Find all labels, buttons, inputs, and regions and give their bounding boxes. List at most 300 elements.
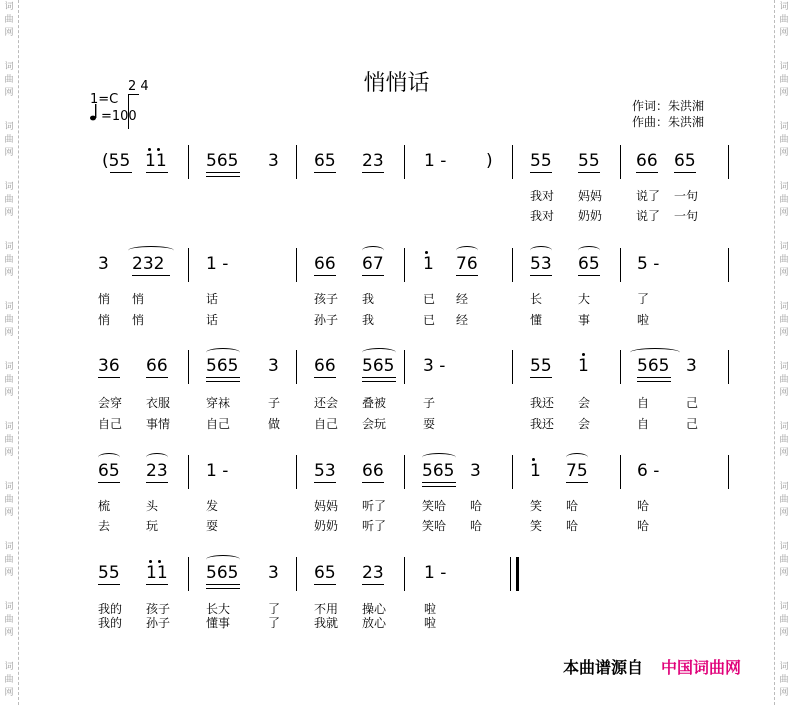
- lyricist-credit: 作词：朱洪湘: [632, 99, 705, 113]
- lyric-verse-2: 事: [578, 313, 591, 327]
- watermark-char: 曲: [4, 135, 14, 145]
- slur-arc: [206, 555, 240, 564]
- watermark-char: 网: [4, 628, 14, 638]
- watermark-char: 曲: [779, 15, 789, 25]
- watermark-char: 曲: [779, 555, 789, 565]
- source-site: 中国词曲网: [661, 658, 742, 677]
- lyric-verse-1: 会: [578, 396, 591, 410]
- barline: [296, 557, 297, 591]
- lyric-verse-1: 子: [268, 396, 281, 410]
- note-group: 1 -: [424, 563, 447, 583]
- beam-underline: [314, 275, 336, 276]
- watermark-char: 网: [779, 388, 789, 398]
- lyric-verse-1: 长大: [206, 602, 231, 616]
- lyric-verse-1: 了: [637, 292, 650, 306]
- note-group: 1 -: [424, 151, 447, 171]
- lyric-verse-2: 一句: [674, 209, 699, 223]
- octave-dot: [532, 458, 535, 461]
- note-group: 565: [206, 563, 239, 583]
- beam-underline: [206, 584, 240, 585]
- note-group: 232: [132, 254, 165, 274]
- octave-dot: [148, 148, 151, 151]
- watermark-char: 网: [779, 688, 789, 698]
- note-group: 23: [362, 151, 384, 171]
- note-group: 1: [423, 254, 434, 274]
- watermark-char: 词: [779, 122, 789, 132]
- watermark-char: 词: [779, 482, 789, 492]
- beam-underline: [362, 381, 396, 382]
- lyric-verse-2: 孙子: [146, 616, 171, 630]
- note-group: 565: [422, 461, 455, 481]
- lyric-verse-2: 我的: [98, 616, 123, 630]
- lyric-verse-2: 笑: [530, 519, 543, 533]
- octave-dot: [582, 353, 585, 356]
- lyric-verse-2: 我对: [530, 209, 555, 223]
- note-group: 53: [530, 254, 552, 274]
- final-barline: [510, 557, 519, 591]
- song-title: 悄悄话: [363, 71, 430, 96]
- watermark-char: 曲: [4, 15, 14, 25]
- watermark-char: 曲: [779, 195, 789, 205]
- note-group: 1: [578, 356, 589, 376]
- lyric-verse-1: 话: [206, 292, 219, 306]
- lyric-verse-2: 我: [362, 313, 375, 327]
- watermark-char: 网: [779, 148, 789, 158]
- lyric-verse-1: 我对: [530, 189, 555, 203]
- note-group: 65: [314, 151, 336, 171]
- beam-underline: [132, 275, 170, 276]
- lyric-verse-1: 哈: [637, 499, 650, 513]
- beam-underline: [422, 482, 456, 483]
- note-group: 3: [686, 356, 697, 376]
- note-group: 1 -: [206, 254, 229, 274]
- barline: [188, 248, 189, 282]
- beam-underline: [362, 377, 396, 378]
- lyric-verse-2: 自己: [314, 417, 339, 431]
- beam-underline: [314, 584, 336, 585]
- beam-underline: [636, 172, 658, 173]
- watermark-char: 曲: [4, 255, 14, 265]
- lyric-verse-2: 哈: [566, 519, 579, 533]
- watermark-char: 网: [779, 508, 789, 518]
- watermark-char: 曲: [779, 435, 789, 445]
- note-group: 66: [314, 254, 336, 274]
- watermark-char: 词: [4, 122, 14, 132]
- lyric-verse-1: 悄: [98, 292, 111, 306]
- time-signature-top: 2: [128, 79, 137, 94]
- lyric-verse-2: 做: [268, 417, 281, 431]
- barline: [296, 248, 297, 282]
- barline: [620, 350, 621, 384]
- note-group: 65: [674, 151, 696, 171]
- note-group: ): [486, 151, 493, 171]
- octave-dot: [158, 560, 161, 563]
- beam-underline: [98, 584, 120, 585]
- barline: [296, 455, 297, 489]
- watermark-char: 曲: [4, 195, 14, 205]
- watermark-char: 曲: [4, 75, 14, 85]
- beam-underline: [98, 377, 120, 378]
- lyric-verse-2: 经: [456, 313, 469, 327]
- tempo-marking: =100: [101, 109, 137, 124]
- lyric-verse-2: 耍: [206, 519, 219, 533]
- lyric-verse-2: 说了: [636, 209, 661, 223]
- lyric-verse-2: 懂: [530, 313, 543, 327]
- lyric-verse-2: 耍: [423, 417, 436, 431]
- barline: [404, 350, 405, 384]
- lyric-verse-2: 玩: [146, 519, 159, 533]
- watermark-char: 曲: [4, 615, 14, 625]
- beam-underline: [637, 377, 671, 378]
- note-group: 1: [530, 461, 541, 481]
- note-group: 6 -: [637, 461, 660, 481]
- watermark-char: 词: [779, 362, 789, 372]
- lyric-verse-1: 我: [362, 292, 375, 306]
- watermark-char: 网: [779, 268, 789, 278]
- watermark-char: 网: [4, 268, 14, 278]
- lyric-verse-2: 我就: [314, 616, 339, 630]
- lyric-verse-1: 哈: [470, 499, 483, 513]
- barline: [728, 145, 729, 179]
- barline: [512, 145, 513, 179]
- beam-underline: [206, 172, 240, 173]
- lyric-verse-2: 啦: [637, 313, 650, 327]
- watermark-char: 词: [779, 602, 789, 612]
- lyric-verse-1: 说了: [636, 189, 661, 203]
- lyric-verse-1: 哈: [566, 499, 579, 513]
- lyric-verse-2: 悄: [132, 313, 145, 327]
- watermark-char: 网: [779, 28, 789, 38]
- lyric-verse-2: 哈: [637, 519, 650, 533]
- watermark-char: 曲: [779, 135, 789, 145]
- note-group: 55: [530, 151, 552, 171]
- lyric-verse-2: 笑哈: [422, 519, 447, 533]
- lyric-verse-1: 大: [578, 292, 591, 306]
- barline: [512, 455, 513, 489]
- lyric-verse-1: 孩子: [146, 602, 171, 616]
- lyric-verse-2: 悄: [98, 313, 111, 327]
- watermark-char: 网: [4, 568, 14, 578]
- watermark-char: 词: [779, 2, 789, 12]
- slur-arc: [630, 348, 680, 357]
- note-group: 65: [578, 254, 600, 274]
- watermark-char: 曲: [779, 375, 789, 385]
- barline: [728, 350, 729, 384]
- note-group: 55: [530, 356, 552, 376]
- watermark-char: 词: [779, 242, 789, 252]
- note-group: 3: [268, 151, 279, 171]
- beam-underline: [637, 381, 671, 382]
- watermark-char: 词: [779, 542, 789, 552]
- watermark-char: 词: [4, 422, 14, 432]
- slur-arc: [362, 246, 384, 255]
- note-group: 565: [637, 356, 670, 376]
- note-group: 36: [98, 356, 120, 376]
- lyric-verse-2: 会: [578, 417, 591, 431]
- lyric-verse-2: 放心: [362, 616, 387, 630]
- note-group: 66: [314, 356, 336, 376]
- watermark-char: 网: [4, 88, 14, 98]
- lyric-verse-1: 叠被: [362, 396, 387, 410]
- watermark-char: 词: [779, 302, 789, 312]
- lyric-verse-2: 听了: [362, 519, 387, 533]
- slur-arc: [98, 453, 120, 462]
- watermark-char: 词: [4, 182, 14, 192]
- lyric-verse-1: 衣服: [146, 396, 171, 410]
- watermark-char: 词: [779, 662, 789, 672]
- beam-underline: [110, 172, 132, 173]
- lyric-verse-2: 奶奶: [578, 209, 603, 223]
- watermark-char: 网: [779, 628, 789, 638]
- beam-underline: [674, 172, 696, 173]
- watermark-char: 网: [779, 328, 789, 338]
- beam-underline: [530, 377, 552, 378]
- beam-underline: [362, 482, 384, 483]
- quarter-note-icon: [90, 103, 98, 121]
- barline: [404, 455, 405, 489]
- octave-dot: [149, 560, 152, 563]
- beam-underline: [98, 482, 120, 483]
- barline: [296, 350, 297, 384]
- note-group: 55: [98, 563, 120, 583]
- note-group: 66: [636, 151, 658, 171]
- watermark-char: 网: [4, 208, 14, 218]
- note-group: 3 -: [423, 356, 446, 376]
- watermark-char: 曲: [779, 75, 789, 85]
- key-signature: 1=C: [90, 92, 119, 107]
- lyric-verse-2: 去: [98, 519, 111, 533]
- note-group: 55: [578, 151, 600, 171]
- watermark-char: 网: [4, 688, 14, 698]
- watermark-char: 词: [4, 662, 14, 672]
- watermark-char: 网: [779, 448, 789, 458]
- beam-underline: [146, 584, 168, 585]
- lyric-verse-1: 子: [423, 396, 436, 410]
- beam-underline: [206, 381, 240, 382]
- barline: [620, 248, 621, 282]
- barline: [188, 557, 189, 591]
- source-text: 本曲谱源自: [563, 658, 644, 677]
- beam-underline: [566, 482, 588, 483]
- watermark-char: 词: [4, 2, 14, 12]
- beam-underline: [456, 275, 478, 276]
- lyric-verse-1: 我还: [530, 396, 555, 410]
- barline: [188, 350, 189, 384]
- slur-arc: [456, 246, 478, 255]
- watermark-char: 网: [4, 28, 14, 38]
- note-group: 76: [456, 254, 478, 274]
- lyric-verse-1: 经: [456, 292, 469, 306]
- beam-underline: [530, 172, 552, 173]
- slur-arc: [422, 453, 456, 462]
- lyric-verse-1: 妈妈: [578, 189, 603, 203]
- lyric-verse-1: 笑: [530, 499, 543, 513]
- barline: [512, 248, 513, 282]
- octave-dot: [157, 148, 160, 151]
- lyric-verse-1: 一句: [674, 189, 699, 203]
- watermark-char: 词: [4, 482, 14, 492]
- left-watermark-strip: [0, 0, 19, 705]
- note-group: 565: [206, 151, 239, 171]
- barline: [404, 248, 405, 282]
- watermark-char: 曲: [4, 315, 14, 325]
- source-footer: [563, 655, 741, 678]
- note-group: 565: [206, 356, 239, 376]
- note-group: 23: [146, 461, 168, 481]
- barline: [188, 145, 189, 179]
- beam-underline: [362, 275, 384, 276]
- watermark-char: 曲: [779, 675, 789, 685]
- beam-underline: [206, 588, 240, 589]
- watermark-char: 词: [4, 302, 14, 312]
- watermark-char: 曲: [779, 255, 789, 265]
- time-signature: [128, 80, 149, 94]
- note-group: 53: [314, 461, 336, 481]
- watermark-char: 词: [779, 62, 789, 72]
- lyric-verse-1: 不用: [314, 602, 339, 616]
- slur-arc: [146, 453, 168, 462]
- barline: [512, 350, 513, 384]
- note-group: 1 -: [206, 461, 229, 481]
- lyric-verse-2: 已: [423, 313, 436, 327]
- note-group: 75: [566, 461, 588, 481]
- barline: [620, 145, 621, 179]
- lyric-verse-1: 自: [637, 396, 650, 410]
- barline: [296, 145, 297, 179]
- lyric-verse-1: 己: [686, 396, 699, 410]
- lyric-verse-1: 孩子: [314, 292, 339, 306]
- lyric-verse-1: 已: [423, 292, 436, 306]
- lyric-verse-2: 懂事: [206, 616, 231, 630]
- lyric-verse-1: 听了: [362, 499, 387, 513]
- beam-underline: [530, 275, 552, 276]
- lyric-verse-1: 我的: [98, 602, 123, 616]
- watermark-char: 曲: [4, 495, 14, 505]
- watermark-char: 词: [4, 362, 14, 372]
- lyric-verse-1: 悄: [132, 292, 145, 306]
- lyric-verse-1: 还会: [314, 396, 339, 410]
- beam-underline: [362, 172, 384, 173]
- slur-arc: [578, 246, 600, 255]
- watermark-char: 曲: [779, 315, 789, 325]
- right-watermark-strip: [774, 0, 793, 705]
- lyric-verse-1: 发: [206, 499, 219, 513]
- lyric-verse-1: 头: [146, 499, 159, 513]
- lyric-verse-2: 话: [206, 313, 219, 327]
- lyric-verse-1: 妈妈: [314, 499, 339, 513]
- note-group: 66: [146, 356, 168, 376]
- note-group: 65: [98, 461, 120, 481]
- note-group: 3: [268, 356, 279, 376]
- watermark-char: 网: [4, 448, 14, 458]
- lyric-verse-2: 奶奶: [314, 519, 339, 533]
- beam-underline: [578, 172, 600, 173]
- beam-underline: [146, 377, 168, 378]
- watermark-char: 网: [4, 148, 14, 158]
- watermark-char: 词: [779, 182, 789, 192]
- lyric-verse-1: 梳: [98, 499, 111, 513]
- watermark-char: 网: [4, 508, 14, 518]
- lyric-verse-2: 哈: [470, 519, 483, 533]
- barline: [404, 145, 405, 179]
- slur-arc: [566, 453, 588, 462]
- barline: [620, 455, 621, 489]
- time-signature-bottom: 4: [140, 79, 149, 94]
- lyric-verse-1: 操心: [362, 602, 387, 616]
- note-group: 5 -: [637, 254, 660, 274]
- lyric-verse-2: 孙子: [314, 313, 339, 327]
- lyric-verse-2: 啦: [424, 616, 437, 630]
- watermark-char: 网: [779, 568, 789, 578]
- watermark-char: 网: [4, 388, 14, 398]
- note-group: 3: [268, 563, 279, 583]
- lyric-verse-2: 自己: [98, 417, 123, 431]
- beam-underline: [146, 172, 168, 173]
- beam-underline: [314, 482, 336, 483]
- lyric-verse-1: 长: [530, 292, 543, 306]
- watermark-char: 网: [779, 88, 789, 98]
- lyric-verse-1: 笑哈: [422, 499, 447, 513]
- note-group: 11: [145, 151, 167, 171]
- barline: [728, 248, 729, 282]
- barline: [188, 455, 189, 489]
- lyric-verse-2: 我还: [530, 417, 555, 431]
- note-group: 3: [470, 461, 481, 481]
- watermark-char: 词: [4, 242, 14, 252]
- lyric-verse-2: 自: [637, 417, 650, 431]
- beam-underline: [578, 275, 600, 276]
- slur-arc: [128, 246, 174, 255]
- slur-arc: [362, 348, 396, 357]
- watermark-char: 词: [4, 602, 14, 612]
- watermark-char: 词: [779, 422, 789, 432]
- slur-arc: [206, 348, 240, 357]
- watermark-char: 曲: [4, 375, 14, 385]
- lyric-verse-2: 了: [268, 616, 281, 630]
- watermark-char: 曲: [4, 675, 14, 685]
- watermark-char: 曲: [4, 435, 14, 445]
- beam-underline: [314, 172, 336, 173]
- watermark-char: 网: [779, 208, 789, 218]
- lyric-verse-1: 会穿: [98, 396, 123, 410]
- lyric-verse-1: 了: [268, 602, 281, 616]
- note-group: 11: [146, 563, 168, 583]
- watermark-char: 词: [4, 542, 14, 552]
- note-group: 3: [98, 254, 109, 274]
- beam-underline: [362, 584, 384, 585]
- beam-underline: [422, 486, 456, 487]
- watermark-char: 曲: [779, 495, 789, 505]
- lyric-verse-1: 啦: [424, 602, 437, 616]
- lyric-verse-1: 穿袜: [206, 396, 231, 410]
- lyric-verse-2: 自己: [206, 417, 231, 431]
- barline: [728, 455, 729, 489]
- note-group: 66: [362, 461, 384, 481]
- watermark-char: 曲: [4, 555, 14, 565]
- note-group: 65: [314, 563, 336, 583]
- note-group: 67: [362, 254, 384, 274]
- slur-arc: [530, 246, 552, 255]
- note-group: 23: [362, 563, 384, 583]
- lyric-verse-2: 己: [686, 417, 699, 431]
- watermark-char: 词: [4, 62, 14, 72]
- octave-dot: [425, 251, 428, 254]
- beam-underline: [206, 176, 240, 177]
- lyric-verse-2: 会玩: [362, 417, 387, 431]
- composer-credit: 作曲：朱洪湘: [632, 115, 705, 129]
- note-group: 565: [362, 356, 395, 376]
- watermark-char: 网: [4, 328, 14, 338]
